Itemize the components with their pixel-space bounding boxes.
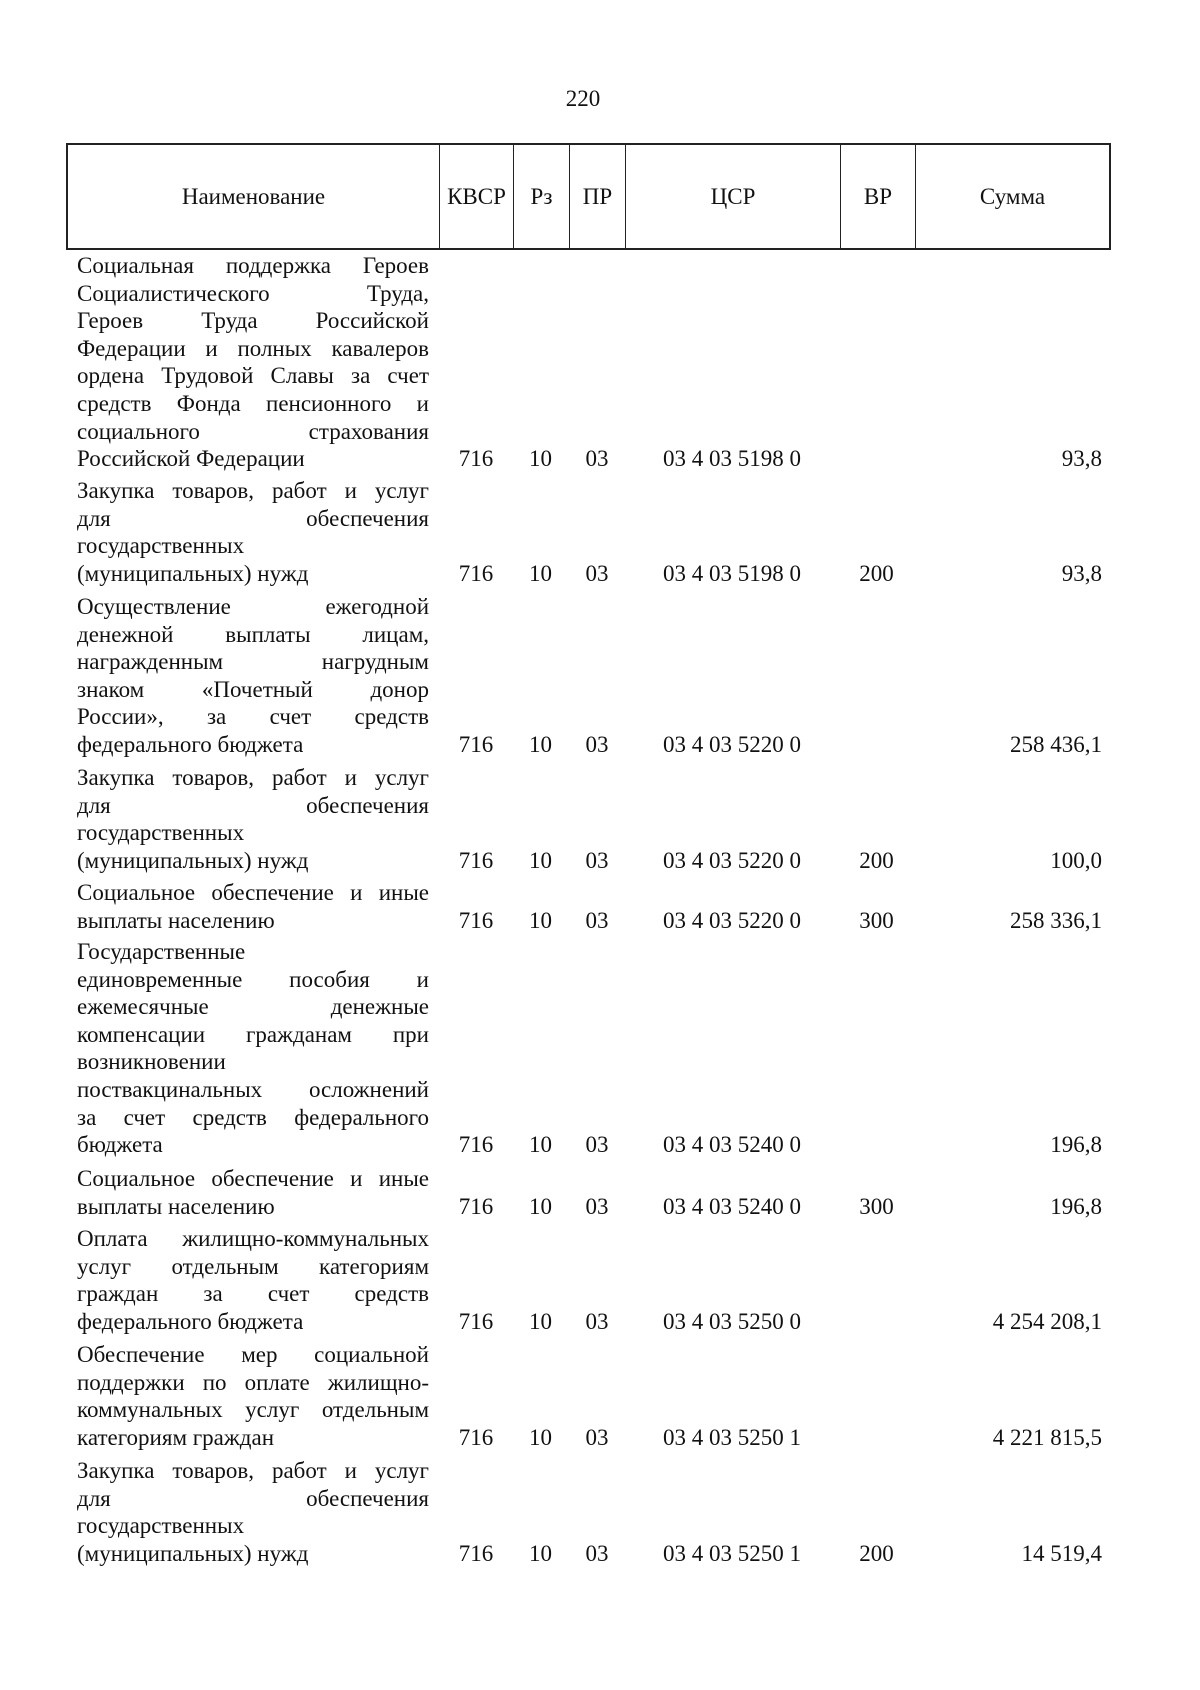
row-name-line: государственных [77,820,245,846]
row-sum: 14 519,4 [1021,1540,1102,1566]
header-csr: ЦСР [626,145,841,248]
row-csr: 03 4 03 5198 0 [663,446,801,472]
row-name-line: Осуществление ежегодной [77,594,429,619]
row-name [77,593,429,759]
row-name-line: знаком «Почетный донор [77,676,429,702]
row-pr: 03 [585,907,609,933]
row-pr: 03 [585,1424,609,1450]
row-kvsr: 716 [458,847,494,873]
row-kvsr: 716 [458,1308,494,1334]
row-rz: 10 [529,1308,552,1334]
row-kvsr: 716 [458,1540,494,1566]
row-name-line: России», за счет средств [77,704,429,730]
row-name-line: Героев Труда Российской [77,308,429,334]
row-sum: 4 221 815,5 [992,1424,1102,1450]
row-name-line: поддержки по оплате жилищно- [77,1369,429,1395]
row-rz: 10 [529,1193,552,1219]
row-vr: 200 [859,847,894,873]
row-name-line: ордена Трудовой Славы за счет [77,363,429,389]
header-sum: Сумма [979,183,1046,209]
row-csr: 03 4 03 5240 0 [663,1132,801,1158]
row-name-line: коммунальных услуг отдельным [77,1397,429,1423]
row-rz: 10 [529,1424,552,1450]
row-sum: 4 254 208,1 [992,1308,1102,1334]
row-vr: 200 [859,560,894,586]
row-name-line: социального страхования [77,418,429,444]
header-kvsr: КВСР [440,145,514,248]
row-name [77,1165,429,1220]
row-csr: 03 4 03 5250 1 [663,1540,801,1566]
row-name [77,879,429,934]
row-name-line: федерального бюджета [77,1308,304,1334]
row-name-line: Социальное обеспечение и иные [77,880,429,905]
row-csr: 03 4 03 5240 0 [663,1193,801,1219]
row-kvsr: 716 [458,907,494,933]
row-name-line: Оплата жилищно-коммунальных [77,1226,429,1251]
row-pr: 03 [585,446,609,472]
header-vr: ВР [841,145,916,248]
row-rz: 10 [529,446,552,472]
row-name-line: средств Фонда пенсионного и [77,390,429,416]
row-name-line: государственных [77,533,245,559]
row-pr: 03 [585,1308,609,1334]
row-name-line: Закупка товаров, работ и услуг [77,1458,429,1483]
row-name-line: поствакцинальных осложнений [77,1076,429,1102]
row-sum: 258 436,1 [1010,732,1102,757]
row-name-line: (муниципальных) нужд [77,1540,309,1566]
table-header [66,143,1111,250]
row-rz: 10 [529,847,552,873]
row-name-line: выплаты населению [77,907,275,933]
row-sum: 93,8 [1061,560,1102,586]
row-name-line: за счет средств федерального [77,1104,429,1130]
row-rz: 10 [529,560,552,586]
row-name-line: денежной выплаты лицам, [77,621,429,647]
row-name-line: единовременные пособия и [77,966,429,992]
row-rz: 10 [529,732,552,757]
row-name [77,477,429,587]
row-sum: 93,8 [1061,446,1102,472]
row-pr: 03 [585,1132,609,1158]
row-name-line: для обеспечения [77,1485,429,1511]
row-csr: 03 4 03 5220 0 [663,907,801,933]
header-pr: ПР [570,145,626,248]
row-name-line: федерального бюджета [77,731,304,757]
row-name-line: Социальная поддержка Героев [77,253,429,278]
row-rz: 10 [529,907,552,933]
row-pr: 03 [585,847,609,873]
row-pr: 03 [585,732,609,757]
row-rz: 10 [529,1132,552,1158]
row-name-line: государственных [77,1513,245,1539]
row-name-line: для обеспечения [77,505,429,531]
page-number: 220 [565,86,601,111]
row-kvsr: 716 [458,732,494,757]
row-kvsr: 716 [458,560,494,586]
row-csr: 03 4 03 5250 0 [663,1308,801,1334]
row-name-line: Государственные [77,939,246,964]
row-name [77,1457,429,1567]
row-sum: 196,8 [1050,1132,1102,1158]
row-csr: 03 4 03 5220 0 [663,847,801,873]
row-name [77,1225,429,1335]
row-vr: 200 [859,1540,894,1566]
row-name-line: Федерации и полных кавалеров [77,335,429,361]
row-name-line: Закупка товаров, работ и услуг [77,478,429,503]
row-name-line: Социалистического Труда, [77,280,429,306]
row-sum: 196,8 [1050,1193,1102,1219]
row-name-line: категориям граждан [77,1424,275,1450]
row-name [77,764,429,874]
row-csr: 03 4 03 5198 0 [663,560,801,586]
header-name: Наименование [68,145,440,248]
row-name-line: граждан за счет средств [77,1281,429,1307]
row-name-line: награжденным нагрудным [77,649,429,675]
row-pr: 03 [585,560,609,586]
row-vr: 300 [859,1193,894,1219]
row-pr: 03 [585,1193,609,1219]
row-csr: 03 4 03 5220 0 [663,732,801,757]
row-name-line: возникновении [77,1049,226,1075]
row-name-line: бюджета [77,1132,163,1158]
row-name [77,252,429,473]
row-name-line: Социальное обеспечение и иные [77,1166,429,1191]
row-name-line: Закупка товаров, работ и услуг [77,765,429,790]
row-name-line: (муниципальных) нужд [77,560,309,586]
row-name-line: компенсации гражданам при [77,1021,429,1047]
row-name [77,1341,429,1451]
row-rz: 10 [529,1540,552,1566]
row-name-line: (муниципальных) нужд [77,847,309,873]
row-name [77,938,429,1159]
row-sum: 100,0 [1050,847,1102,873]
row-name-line: ежемесячные денежные [77,994,429,1020]
row-kvsr: 716 [458,1193,494,1219]
row-pr: 03 [585,1540,609,1566]
row-name-line: услуг отдельным категориям [77,1253,429,1279]
row-name-line: выплаты населению [77,1193,275,1219]
row-sum: 258 336,1 [1010,907,1102,933]
header-rz: Рз [514,145,570,248]
row-csr: 03 4 03 5250 1 [663,1424,801,1450]
row-name-line: для обеспечения [77,792,429,818]
row-kvsr: 716 [458,446,494,472]
row-vr: 300 [859,907,894,933]
row-name-line: Обеспечение мер социальной [77,1342,429,1367]
row-kvsr: 716 [458,1132,494,1158]
row-kvsr: 716 [458,1424,494,1450]
row-name-line: Российской Федерации [77,446,305,472]
